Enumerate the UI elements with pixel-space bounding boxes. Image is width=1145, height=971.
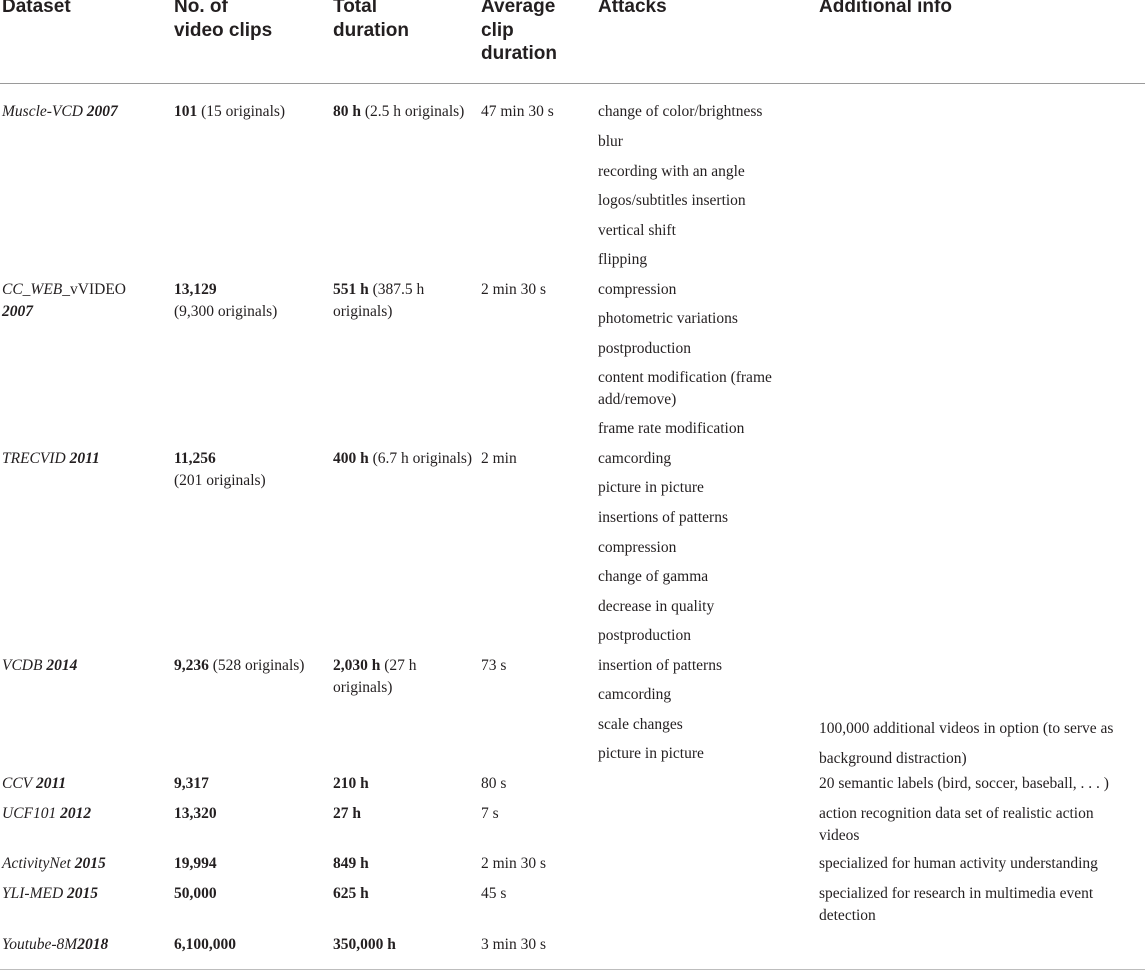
attack-item: change of color/brightness [598, 103, 763, 120]
dataset-cell [2, 853, 162, 875]
clips-count: 101 [174, 103, 198, 120]
dataset-cell [2, 101, 162, 123]
clips-cell [174, 883, 324, 905]
clips-originals: (15 originals) [197, 103, 286, 120]
dataset-year: 2011 [36, 775, 67, 792]
dataset-name: Muscle-VCD [2, 103, 83, 120]
dataset-year: 2007 [2, 302, 33, 320]
attack-item: insertion of patterns [598, 657, 722, 674]
duration-total: 350,000 h [333, 936, 396, 953]
avg-duration-cell: 45 s [481, 885, 507, 902]
dataset-cell [2, 883, 162, 905]
avg-duration-cell: 2 min [481, 450, 517, 467]
header-rule [0, 83, 1145, 84]
clips-cell [174, 101, 324, 123]
dataset-year: 2018 [77, 936, 109, 953]
clips-cell [174, 773, 324, 795]
clips-cell [174, 803, 324, 825]
info-cell: 100,000 additional videos in option (to serve as background distraction) [819, 720, 1114, 767]
dataset-name: CC_WEB_ [2, 281, 71, 298]
clips-count: 50,000 [174, 885, 217, 902]
header-average-duration [481, 0, 591, 66]
dataset-year: 2007 [86, 103, 118, 120]
dataset-year: 2014 [46, 657, 78, 674]
dataset-cell [2, 773, 162, 795]
attack-item: camcording [598, 686, 672, 703]
duration-cell [333, 101, 473, 123]
duration-originals: (6.7 h originals) [368, 450, 473, 467]
info-cell: action recognition data set of realistic action videos [819, 805, 1094, 844]
avg-duration-cell: 47 min 30 s [481, 103, 554, 120]
duration-total: 625 h [333, 885, 369, 902]
attack-item: frame rate modification [598, 420, 745, 437]
header-duration-line-1: Total [333, 0, 377, 17]
duration-cell [333, 655, 473, 698]
duration-cell [333, 853, 473, 875]
header-clips-line-2: video clips [174, 19, 273, 41]
duration-total: 210 h [333, 775, 369, 792]
attack-item: decrease in quality [598, 598, 715, 615]
table-header [0, 0, 1145, 84]
dataset-name: ActivityNet [2, 855, 71, 872]
duration-total: 400 h [333, 450, 369, 467]
attack-item: logos/subtitles insertion [598, 192, 746, 209]
header-avg-line-2: clip [481, 19, 514, 41]
duration-cell [333, 934, 473, 956]
header-video-clips [174, 0, 324, 42]
table-bottom-rule [0, 969, 1145, 970]
header-attacks [598, 0, 808, 19]
clips-count: 6,100,000 [174, 936, 236, 953]
duration-cell [333, 773, 473, 795]
avg-duration-cell: 80 s [481, 775, 507, 792]
clips-count: 13,320 [174, 805, 217, 822]
attack-item: picture in picture [598, 479, 704, 496]
dataset-year: 2015 [74, 855, 106, 872]
duration-cell [333, 803, 473, 825]
duration-cell [333, 279, 473, 322]
dataset-name: TRECVID [2, 450, 66, 467]
header-dataset [2, 0, 162, 19]
clips-cell [174, 279, 324, 322]
clips-count: 19,994 [174, 855, 217, 872]
dataset-cell [2, 279, 162, 322]
attack-item: compression [598, 539, 677, 556]
attack-item: postproduction [598, 627, 691, 644]
dataset-cell [2, 934, 162, 956]
header-dataset-line: Dataset [2, 0, 71, 17]
attack-item: compression [598, 281, 677, 298]
header-avg-line-1: Average [481, 0, 556, 17]
dataset-name: VCDB [2, 657, 43, 674]
clips-cell [174, 853, 324, 875]
dataset-name: UCF101 [2, 805, 57, 822]
duration-total: 551 h [333, 281, 369, 298]
attack-item: blur [598, 133, 623, 150]
attack-item: camcording [598, 450, 672, 467]
attack-item: recording with an angle [598, 163, 745, 180]
dataset-year: 2011 [69, 450, 100, 467]
attack-item: postproduction [598, 340, 691, 357]
avg-duration-cell: 2 min 30 s [481, 855, 547, 872]
clips-count: 9,317 [174, 775, 209, 792]
dataset-name: Youtube-8M [2, 936, 78, 953]
header-avg-line-3: duration [481, 43, 557, 64]
header-duration-line-2: duration [333, 19, 409, 41]
duration-cell [333, 448, 473, 470]
dataset-year: 2012 [60, 805, 92, 822]
clips-originals: (9,300 originals) [174, 302, 278, 320]
clips-originals: (528 originals) [208, 657, 305, 674]
header-attacks-line: Attacks [598, 0, 667, 17]
header-clips-line-1: No. of [174, 0, 228, 17]
duration-originals: (2.5 h originals) [361, 103, 465, 120]
duration-total: 80 h [333, 103, 361, 120]
duration-total: 849 h [333, 855, 369, 872]
clips-count: 13,129 [174, 281, 217, 298]
clips-cell [174, 448, 324, 491]
dataset-cell [2, 803, 162, 825]
duration-originals: (27 h originals) [333, 657, 417, 696]
clips-originals: (201 originals) [174, 471, 266, 489]
clips-count: 11,256 [174, 450, 216, 467]
avg-duration-cell: 3 min 30 s [481, 936, 547, 953]
info-cell: 20 semantic labels (bird, soccer, baseball, . . . ) [819, 775, 1109, 792]
attack-item: vertical shift [598, 222, 676, 239]
clips-cell [174, 934, 324, 956]
info-cell: specialized for human activity understanding [819, 855, 1098, 872]
header-total-duration [333, 0, 473, 42]
dataset-name-suffix: vVIDEO [70, 281, 126, 298]
dataset-cell [2, 655, 162, 677]
attack-item: picture in picture [598, 745, 704, 762]
info-cell: specialized for research in multimedia event detection [819, 885, 1094, 924]
avg-duration-cell: 73 s [481, 657, 507, 674]
attack-item: insertions of patterns [598, 509, 729, 526]
duration-cell [333, 883, 473, 905]
attack-item: flipping [598, 251, 648, 268]
duration-total: 2,030 h [333, 657, 381, 674]
avg-duration-cell: 7 s [481, 805, 499, 822]
attack-item: change of gamma [598, 568, 709, 585]
duration-originals: (387.5 h originals) [333, 281, 425, 320]
duration-total: 27 h [333, 805, 361, 822]
dataset-name: CCV [2, 775, 33, 792]
attack-item: photometric variations [598, 310, 738, 327]
clips-cell [174, 655, 324, 677]
dataset-name: YLI-MED [2, 885, 64, 902]
avg-duration-cell: 2 min 30 s [481, 281, 547, 298]
header-info-line: Additional info [819, 0, 952, 17]
header-additional-info [819, 0, 1145, 19]
attack-item: scale changes [598, 716, 683, 733]
attack-item: content modification (frame add/remove) [598, 369, 772, 408]
clips-count: 9,236 [174, 657, 209, 674]
dataset-year: 2015 [67, 885, 99, 902]
dataset-cell [2, 448, 162, 470]
